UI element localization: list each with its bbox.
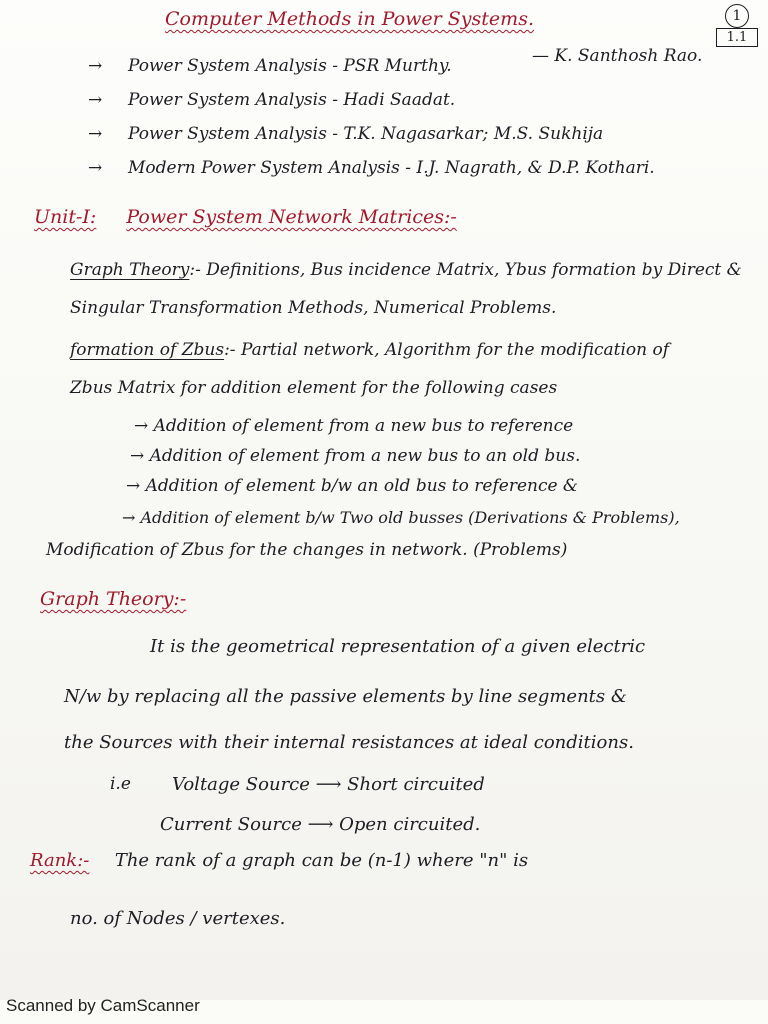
rank-label: Rank:- — [30, 850, 90, 871]
unit-label: Unit-I: — [34, 206, 97, 228]
syllabus-graph-theory — [70, 262, 742, 279]
graph-theory-text: :- Definitions, Bus incidence Matrix, Ybus formation by Direct & — [189, 260, 742, 280]
reference-text: Modern Power System Analysis - I.J. Nagrath, & D.P. Kothari. — [128, 158, 655, 178]
page-number-badge — [712, 4, 762, 46]
page-number-circle: 1 — [725, 4, 749, 28]
formation-text: :- Partial network, Algorithm for the modification of — [224, 340, 670, 360]
arrow-icon: → — [88, 90, 103, 110]
unit-heading — [34, 208, 457, 227]
ie-label: i.e — [110, 774, 131, 794]
case-item: → Addition of element b/w Two old busses (Derivations & Problems), — [122, 508, 680, 527]
reference-item — [88, 160, 655, 177]
graph-theory-label: Graph Theory — [70, 260, 190, 280]
scanner-footer: Scanned by CamScanner — [6, 996, 200, 1015]
modification-line: Modification of Zbus for the changes in network. (Problems) — [46, 540, 568, 560]
formation-label: formation of Zbus — [70, 340, 225, 360]
voltage-source-line: Voltage Source ⟶ Short circuited — [172, 774, 485, 795]
reference-text: Power System Analysis - PSR Murthy. — [128, 56, 452, 76]
definition-line-3: the Sources with their internal resistances at ideal conditions. — [64, 732, 634, 753]
section-heading-graph-theory: Graph Theory:- — [40, 588, 187, 610]
case-item: → Addition of element from a new bus to an old bus. — [130, 446, 581, 466]
definition-line-1: It is the geometrical representation of a given electric — [150, 636, 646, 657]
arrow-icon: → — [88, 124, 103, 144]
page-title: Computer Methods in Power Systems. — [165, 8, 534, 30]
case-item: → Addition of element from a new bus to reference — [134, 416, 574, 436]
reference-text: Power System Analysis - Hadi Saadat. — [128, 90, 456, 110]
formation-text-2: Zbus Matrix for addition element for the following cases — [70, 378, 558, 398]
reference-item — [88, 92, 455, 109]
reference-item — [88, 126, 603, 143]
unit-title: Power System Network Matrices:- — [126, 206, 457, 228]
arrow-icon: → — [88, 158, 103, 178]
definition-line-2: N/w by replacing all the passive elements by line segments & — [64, 686, 627, 707]
syllabus-formation — [70, 342, 669, 359]
rank-text: The rank of a graph can be (n-1) where "n" is — [114, 850, 529, 871]
page-number-box: 1.1 — [716, 28, 758, 47]
reference-text: Power System Analysis - T.K. Nagasarkar; M.S. Sukhija — [128, 124, 604, 144]
arrow-icon: → — [88, 56, 103, 76]
rank-line — [30, 852, 528, 870]
rank-line-2: no. of Nodes / vertexes. — [70, 908, 286, 929]
graph-theory-text-2: Singular Transformation Methods, Numerical Problems. — [70, 298, 557, 318]
case-item: → Addition of element b/w an old bus to reference & — [126, 476, 579, 496]
author: — K. Santhosh Rao. — [532, 46, 703, 66]
reference-item — [88, 58, 452, 75]
current-source-line: Current Source ⟶ Open circuited. — [160, 814, 481, 835]
